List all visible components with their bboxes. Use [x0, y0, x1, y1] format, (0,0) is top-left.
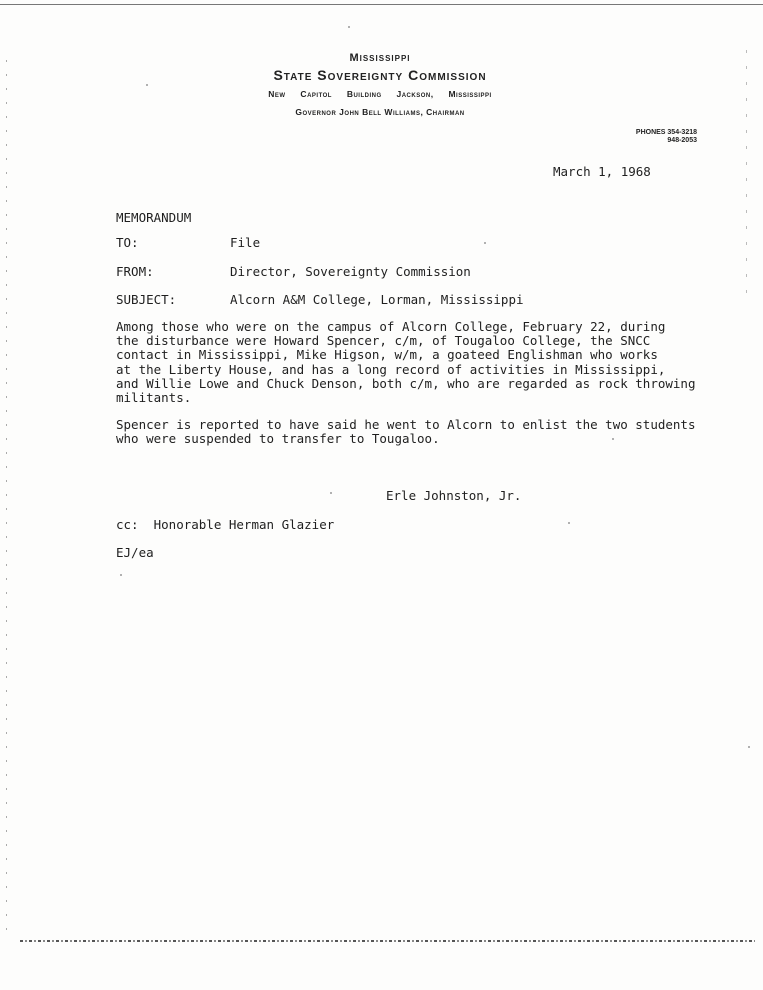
paper-speck — [330, 492, 332, 494]
paper-speck — [612, 438, 614, 440]
letterhead-address — [220, 89, 540, 99]
memo-date: March 1, 1968 — [553, 164, 651, 179]
signature-line: Erle Johnston, Jr. — [386, 488, 522, 503]
page-top-edge — [0, 4, 763, 5]
letterhead-phones — [600, 129, 697, 145]
from-label: FROM: — [116, 264, 154, 279]
paper-speck — [484, 242, 486, 244]
to-value: File — [230, 235, 261, 250]
letterhead — [220, 52, 540, 117]
letterhead-building: New Capitol Building — [268, 89, 382, 99]
subject-value: Alcorn A&M College, Lorman, Mississippi — [230, 292, 524, 307]
letterhead-chairman: Governor John Bell Williams, Chairman — [295, 107, 465, 117]
phone-line-2: 948-2053 — [667, 137, 697, 144]
typist-initials: EJ/ea — [116, 545, 154, 560]
subject-label: SUBJECT: — [116, 292, 177, 307]
memo-heading: MEMORANDUM — [116, 210, 192, 225]
paper-speck — [348, 26, 350, 28]
letterhead-state: Mississippi — [349, 52, 411, 64]
phone-line-1: PHONES 354-3218 — [635, 129, 697, 136]
page-left-edge — [6, 60, 7, 940]
page-right-edge — [746, 50, 747, 300]
cc-line: cc: Honorable Herman Glazier — [116, 517, 335, 532]
memo-paragraph-2: Spencer is reported to have said he went to Alcorn to enlist the two students who were suspended to transfer to Tougaloo. — [116, 417, 696, 447]
page-bottom-edge — [20, 940, 755, 942]
memo-paragraph-1: Among those who were on the campus of Alcorn College, February 22, during the disturbance were Howard Spencer, c/m, of Tougaloo College, the SNCC contact in Mississippi, Mike Higson, w/m, a goateed Englishman who works at the Liberty House, and has a long record of activities in Mississippi, and Willie Lowe and Chuck Denson, both c/m, who are regarded as rock throwing militants. — [116, 319, 696, 406]
letterhead-city: Jackson, Mississippi — [396, 89, 492, 99]
paper-speck — [568, 522, 570, 524]
to-label: TO: — [116, 235, 139, 250]
paper-speck — [748, 746, 750, 748]
from-value: Director, Sovereignty Commission — [230, 264, 471, 279]
letterhead-agency: State Sovereignty Commission — [273, 67, 487, 83]
paper-speck — [146, 84, 148, 86]
paper-speck — [120, 574, 122, 576]
